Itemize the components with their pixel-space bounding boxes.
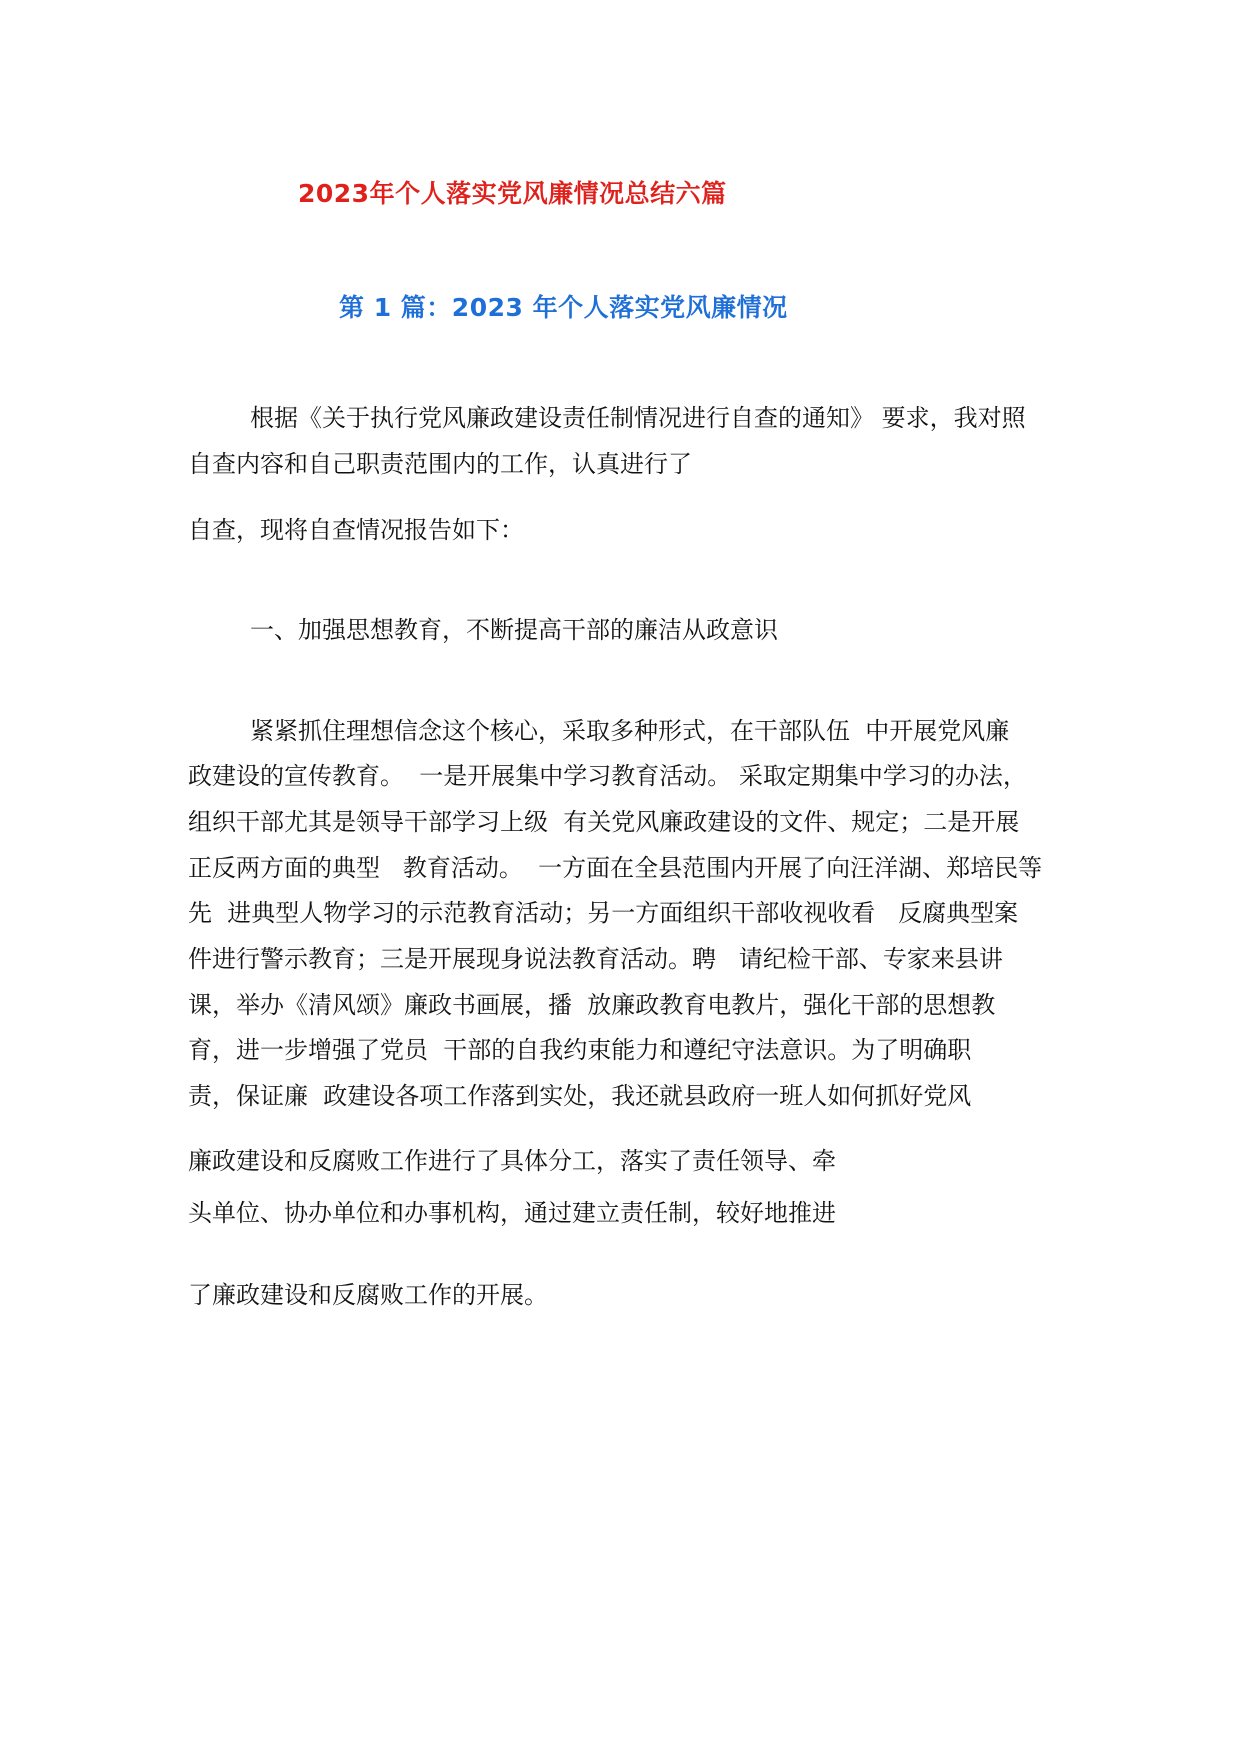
paragraph-line: 育，进一步增强了党员 干部的自我约束能力和遵纪守法意识。为了明确职 [188, 1036, 972, 1064]
paragraph-line: 正反两方面的典型 教育活动。 一方面在全县范围内开展了向汪洋湖、郑培民等 [188, 854, 1043, 882]
paragraph-line: 根据《关于执行党风廉政建设责任制情况进行自查的通知》 要求，我对照 [250, 404, 1026, 432]
paragraph-line: 头单位、协办单位和办事机构，通过建立责任制，较好地推进 [188, 1199, 836, 1227]
section-heading: 一、加强思想教育，不断提高干部的廉洁从政意识 [250, 616, 778, 644]
paragraph-line: 组织干部尤其是领导干部学习上级 有关党风廉政建设的文件、规定；二是开展 [188, 808, 1020, 836]
paragraph-line: 责，保证廉 政建设各项工作落到实处，我还就县政府一班人如何抓好党风 [188, 1082, 972, 1110]
paragraph-line: 课，举办《清风颂》廉政书画展，播 放廉政教育电教片，强化干部的思想教 [188, 991, 996, 1019]
document-title: 2023年个人落实党风廉情况总结六篇 [298, 179, 727, 208]
paragraph-conclusion: 了廉政建设和反腐败工作的开展。 [188, 1281, 548, 1309]
paragraph-line: 件进行警示教育；三是开展现身说法教育活动。聘 请纪检干部、专家来县讲 [188, 945, 1003, 973]
paragraph-line: 廉政建设和反腐败工作进行了具体分工，落实了责任领导、牵 [188, 1147, 836, 1175]
paragraph-line: 政建设的宣传教育。 一是开展集中学习教育活动。 采取定期集中学习的办法， [188, 762, 1027, 790]
paragraph-line: 紧紧抓住理想信念这个核心，采取多种形式，在干部队伍 中开展党风廉 [250, 717, 1010, 745]
paragraph-line: 自查内容和自己职责范围内的工作，认真进行了 [188, 450, 692, 478]
paragraph-intro-continued: 自查，现将自查情况报告如下： [188, 516, 524, 544]
paragraph-line: 先 进典型人物学习的示范教育活动；另一方面组织干部收视收看 反腐典型案 [188, 899, 1019, 927]
document-subtitle: 第 1 篇：2023 年个人落实党风廉情况 [339, 293, 788, 322]
